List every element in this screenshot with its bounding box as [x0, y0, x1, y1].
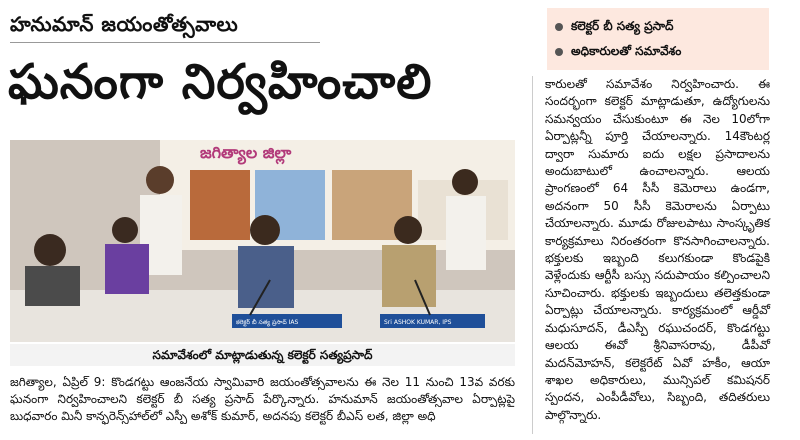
- bullet-icon: [555, 48, 563, 56]
- article-headline: ఘనంగా నిర్వహించాలి: [8, 54, 433, 110]
- article-body-right: కారులతో సమావేశం నిర్వహించారు. ఈ సందర్భంగా కలెక్టర్ మాట్లాడుతూ, ఉద్యోగులను సమన్వయం చేసుకుంటూ ఈ నెల 10లోగా ఏర్పాట్లన్నీ పూర్తి చేయాలన్నారు. 14కౌంటర్ల ద్వారా సుమారు ఐదు లక్షల ప్రసాదాలను అందుబాటులో ఉంచాలన్నారు. ఆలయ ప్రాంగణంలో 64 సీసీ కెమెరాలు ఉండగా, అదనంగా 50 సీసీ కెమెరాలను ఏర్పాటు చేయాలన్నారు. మూడు రోజులపాటు సాంస్కృతిక కార్యక్రమాలు నిరంతరంగా కొనసాగించాలన్నారు. భక్తులకు ఇబ్బంది కలుగకుండా కొండపైకి వెళ్లేందుకు ఆర్టీసీ బస్సు సదుపాయం కల్పించాలని సూచించారు. భక్తులకు ఇబ్బందులు తలెత్తకుండా ఏర్పాట్లు చేయాలన్నారు. కార్యక్రమంలో ఆర్డీవో మధుసూదన్, డీఎస్పీ రఘుచందర్, కొండగట్టు ఆలయ ఈవో శ్రీనివాసరావు, డీపీవో మదన్‌మోహన్, కలెక్టరేట్ ఏవో హకీం, ఆయా శాఖల అధికారులు, మున్సిపల్ కమిషనర్ స్పందన, ఎంపీడీవోలు, సిబ్బంది, తదితరులు పాల్గొన్నారు.: [545, 77, 770, 422]
- bullet-icon: [555, 23, 563, 31]
- highlight-text: కలెక్టర్ బీ సత్య ప్రసాద్: [571, 19, 674, 33]
- column-divider: [532, 76, 533, 434]
- banner-text: జగిత్యాల జిల్లా: [200, 143, 292, 162]
- article-kicker: హనుమాన్ జయంతోత్సవాలు: [10, 12, 239, 36]
- highlight-text: అధికారులతో సమావేశం: [571, 44, 682, 58]
- meeting-photo: [10, 140, 515, 342]
- nameplate-left: కలెక్టర్ బీ సత్య ప్రసాద్ IAS: [236, 319, 299, 326]
- highlight-item: [555, 39, 761, 64]
- photo-caption: సమావేశంలో మాట్లాడుతున్న కలెక్టర్ సత్యప్రసాద్: [10, 344, 515, 366]
- article-body-left: జగిత్యాల, ఏప్రిల్ 9: కొండగట్టు ఆంజనేయ స్వామివారి జయంతోత్సవాలను ఈ నెల 11 నుంచి 13వ వరకు ఘనంగా నిర్వహించాలని కలెక్టర్ బీ సత్య ప్రసాద్ పేర్కొన్నారు. హనుమాన్ జయంతోత్సవాల ఏర్పాట్లపై బుధవారం మినీ కాన్ఫరెన్స్‌హాల్‌లో ఎస్పీ అశోక్ కుమార్, అదనపు కలెక్టర్ బీఎస్ లత, జిల్లా అధి: [10, 375, 515, 423]
- kicker-underline: [10, 42, 320, 43]
- highlights-box: [547, 8, 769, 70]
- nameplate-right: Sri ASHOK KUMAR, IPS: [384, 319, 452, 326]
- highlight-item: [555, 14, 761, 39]
